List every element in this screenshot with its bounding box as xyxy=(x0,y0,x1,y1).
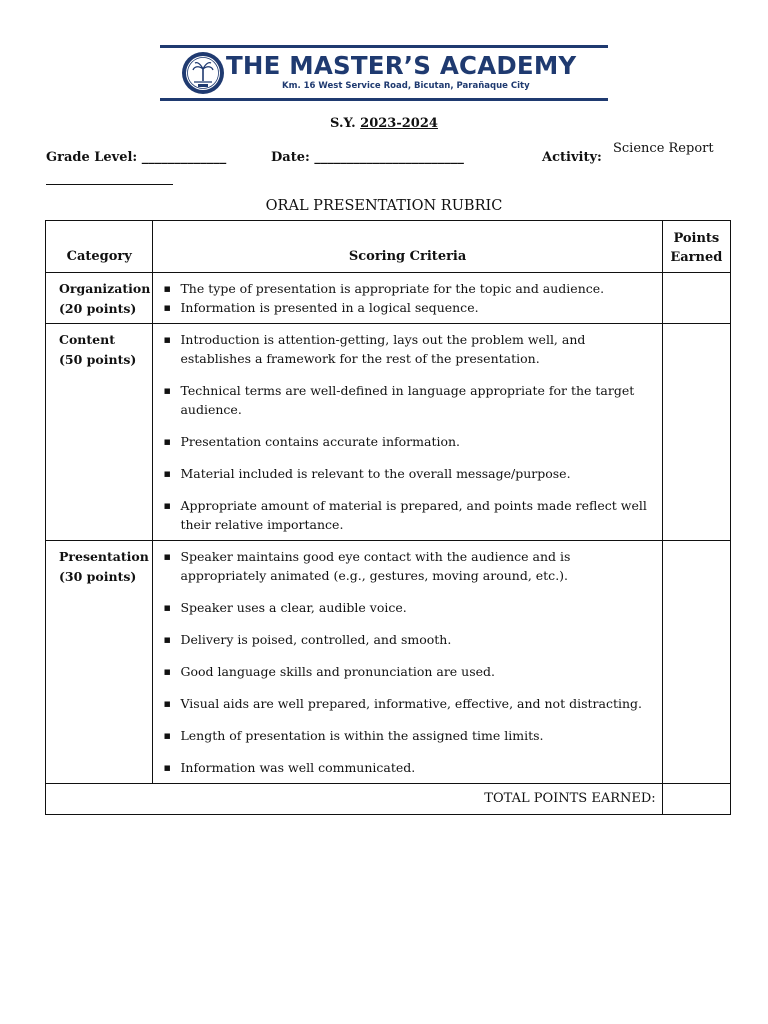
criteria-item: ▪ Speaker uses a clear, audible voice. xyxy=(163,598,653,617)
criteria-item: ▪ Speaker maintains good eye contact with the audience and is appropriately animated (e.g., gestures, moving around, etc.). xyxy=(163,547,653,585)
school-year xyxy=(0,116,768,131)
date-field[interactable] xyxy=(271,150,464,165)
criteria-item: ▪ Length of presentation is within the assigned time limits. xyxy=(163,726,653,745)
header-top-rule xyxy=(160,45,608,48)
rubric-header-row xyxy=(46,221,731,273)
total-row xyxy=(46,784,731,815)
criteria-list xyxy=(153,324,661,540)
points-earned-cell[interactable] xyxy=(662,541,730,784)
category-cell xyxy=(46,324,153,541)
blank-underline xyxy=(46,184,173,185)
activity-value: Science Report xyxy=(613,141,714,156)
criteria-item: ▪ Information was well communicated. xyxy=(163,758,653,777)
date-blank[interactable]: _______________________ xyxy=(314,150,464,165)
header-bottom-rule xyxy=(160,98,608,101)
criteria-list xyxy=(153,541,661,783)
category-points: (50 points) xyxy=(59,352,137,367)
rubric-row-presentation xyxy=(46,541,731,784)
rubric-row-organization xyxy=(46,273,731,324)
criteria-item: ▪ Technical terms are well-defined in language appropriate for the target audience. xyxy=(163,381,653,419)
criteria-list xyxy=(153,273,661,323)
criteria-item: ▪ Information is presented in a logical sequence. xyxy=(163,298,653,317)
criteria-item: ▪ Introduction is attention-getting, lays out the problem well, and establishes a framework for the rest of the presentation. xyxy=(163,330,653,368)
school-year-label: S.Y. xyxy=(330,116,356,131)
activity-label: Activity: xyxy=(542,150,602,165)
total-points-label: TOTAL POINTS EARNED: xyxy=(46,784,663,815)
category-cell xyxy=(46,541,153,784)
school-address: Km. 16 West Service Road, Bicutan, Parañaque City xyxy=(282,81,530,91)
category-name: Presentation xyxy=(59,549,149,564)
school-name: THE MASTER’S ACADEMY xyxy=(226,51,577,80)
criteria-item: ▪ Good language skills and pronunciation are used. xyxy=(163,662,653,681)
criteria-header: Scoring Criteria xyxy=(153,221,662,273)
grade-level-field[interactable] xyxy=(46,150,226,165)
academy-seal-icon xyxy=(181,51,225,95)
criteria-item: ▪ Visual aids are well prepared, informative, effective, and not distracting. xyxy=(163,694,653,713)
grade-level-label: Grade Level: xyxy=(46,150,138,165)
criteria-item: ▪ Material included is relevant to the overall message/purpose. xyxy=(163,464,653,483)
category-header: Category xyxy=(46,221,153,273)
points-earned-cell[interactable] xyxy=(662,273,730,324)
category-points: (20 points) xyxy=(59,301,137,316)
category-points: (30 points) xyxy=(59,569,137,584)
category-name: Content xyxy=(59,332,115,347)
rubric-title: ORAL PRESENTATION RUBRIC xyxy=(265,198,503,214)
grade-level-blank[interactable]: _____________ xyxy=(141,150,227,165)
criteria-item: ▪ Presentation contains accurate information. xyxy=(163,432,653,451)
criteria-item: ▪ Delivery is poised, controlled, and smooth. xyxy=(163,630,653,649)
school-year-value: 2023-2024 xyxy=(360,116,438,131)
total-points-cell[interactable] xyxy=(662,784,730,815)
points-earned-header: Points Earned xyxy=(662,221,730,273)
rubric-row-content xyxy=(46,324,731,541)
criteria-item: ▪ Appropriate amount of material is prepared, and points made reflect well their relative importance. xyxy=(163,496,653,534)
rubric-table xyxy=(45,220,731,815)
criteria-item: ▪ The type of presentation is appropriate for the topic and audience. xyxy=(163,279,653,298)
date-label: Date: xyxy=(271,150,310,165)
criteria-cell xyxy=(153,273,662,324)
category-cell xyxy=(46,273,153,324)
category-name: Organization xyxy=(59,281,151,296)
criteria-cell xyxy=(153,541,662,784)
school-header xyxy=(160,45,608,101)
points-earned-cell[interactable] xyxy=(662,324,730,541)
criteria-cell xyxy=(153,324,662,541)
